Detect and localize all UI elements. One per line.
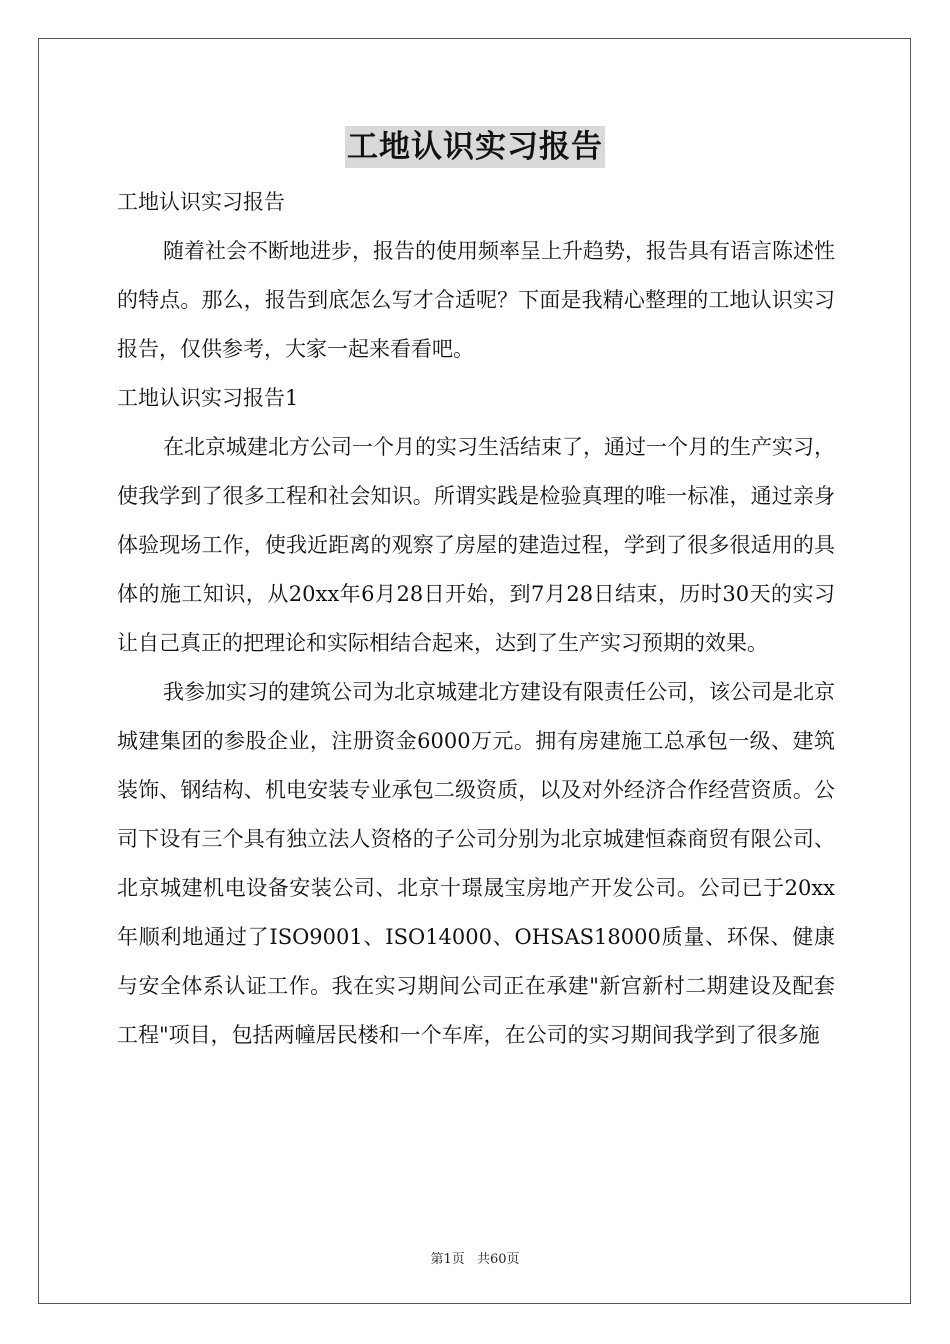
- document-title: 工地认识实习报告: [345, 126, 605, 168]
- document-body: [117, 178, 835, 1060]
- total-pages: 共60页: [476, 1252, 520, 1267]
- section-heading: 工地认识实习报告1: [117, 386, 299, 410]
- body-paragraph-2: 我参加实习的建筑公司为北京城建北方建设有限责任公司，该公司是北京城建集团的参股企业，注册资金6000万元。拥有房建施工总承包一级、建筑装饰、钢结构、机电安装专业承包二级资质，以及对外经济合作经营资质。公司下设有三个具有独立法人资格的子公司分别为北京城建恒森商贸有限公司、北京城建机电设备安装公司、北京十璟晟宝房地产开发公司。公司已于20xx年顺利地通过了ISO9001、ISO14000、OHSAS18000质量、环保、健康与安全体系认证工作。我在实习期间公司正在承建"新宫新村二期建设及配套工程"项目，包括两幢居民楼和一个车库，在公司的实习期间我学到了很多施: [117, 680, 835, 1047]
- body-paragraph-1: 在北京城建北方公司一个月的实习生活结束了，通过一个月的生产实习，使我学到了很多工程和社会知识。所谓实践是检验真理的唯一标准，通过亲身体验现场工作，使我近距离的观察了房屋的建造过程，学到了很多很适用的具体的施工知识，从20xx年6月28日开始，到7月28日结束，历时30天的实习让自己真正的把理论和实际相结合起来，达到了生产实习预期的效果。: [117, 435, 835, 655]
- page-footer: [0, 1248, 950, 1267]
- page-number: 第1页: [430, 1252, 465, 1267]
- intro-paragraph: 随着社会不断地进步，报告的使用频率呈上升趋势，报告具有语言陈述性的特点。那么，报告到底怎么写才合适呢？下面是我精心整理的工地认识实习报告，仅供参考，大家一起来看看吧。: [117, 239, 835, 361]
- document-subtitle: 工地认识实习报告: [117, 190, 285, 214]
- title-container: [0, 126, 950, 168]
